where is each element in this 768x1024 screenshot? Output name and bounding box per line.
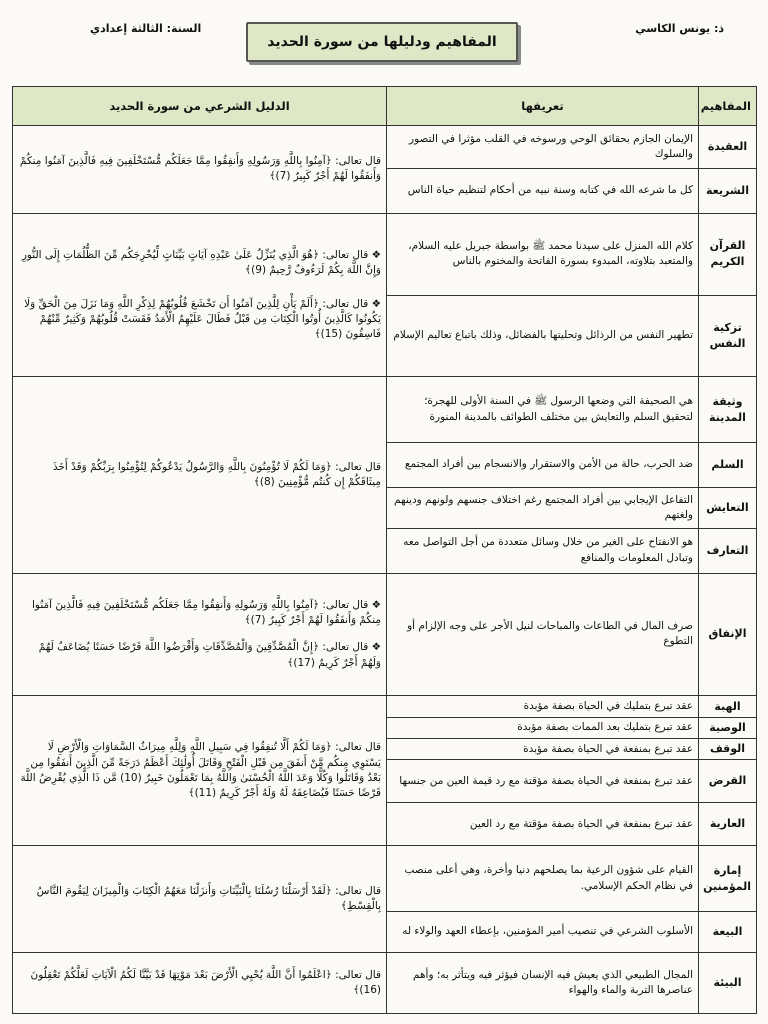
definition-cell: ضد الحرب، حالة من الأمن والاستقرار والانسجام بين أفراد المجتمع: [387, 442, 699, 487]
concept-cell: تزكية النفس: [699, 295, 757, 377]
page-title: المفاهيم ودليلها من سورة الحديد: [246, 22, 518, 62]
definition-cell: عقد تبرع بتمليك بعد الممات بصفة مؤبدة: [387, 717, 699, 738]
definition-cell: الإيمان الجازم بحقائق الوحي ورسوخه في القلب مؤثرا في التصور والسلوك: [387, 126, 699, 169]
concept-cell: الهبة: [699, 696, 757, 717]
table-row: [13, 213, 757, 295]
concept-cell: البيعة: [699, 911, 757, 952]
concept-cell: الإنفاق: [699, 573, 757, 696]
definition-cell: عقد تبرع بمنفعة في الحياة بصفة مؤقتة مع رد قيمة العين من جنسها: [387, 760, 699, 803]
concept-cell: وثيقة المدينة: [699, 377, 757, 442]
definition-cell: عقد تبرع بتمليك في الحياة بصفة مؤبدة: [387, 696, 699, 717]
definition-cell: كلام الله المنزل على سيدنا محمد ﷺ بواسطة جبريل عليه السلام، والمتعبد بتلاوته، المبدوء بسورة الفاتحة والمختوم بالناس: [387, 213, 699, 295]
concept-cell: البيئة: [699, 952, 757, 1013]
concept-cell: الشريعة: [699, 168, 757, 213]
evidence-cell: [13, 846, 387, 952]
verse-text: قال تعالى: ﴿آمِنُوا بِاللَّهِ وَرَسُولِهِ وَأَنفِقُوا مِمَّا جَعَلَكُم مُّسْتَخْلَفِينَ فِيهِ فَالَّذِينَ آمَنُوا مِنكُمْ وَأَنفَقُوا لَهُمْ أَجْرٌ كَبِيرٌ (7)﴾: [19, 155, 381, 183]
verse-text: قال تعالى: ﴿وَمَا لَكُمْ لَا تُؤْمِنُونَ بِاللَّهِ وَالرَّسُولُ يَدْعُوكُمْ لِتُؤْمِنُوا بِرَبِّكُمْ وَقَدْ أَخَذَ مِيثَاقَكُمْ إِن كُنتُم مُّؤْمِنِينَ (8)﴾: [52, 460, 381, 489]
concept-cell: الوصية: [699, 717, 757, 738]
concept-cell: العقيدة: [699, 126, 757, 169]
column-header-definition: تعريفها: [387, 87, 699, 126]
definition-cell: هو الانفتاح على الغير من خلال وسائل متعددة من أجل التواصل معه وتبادل المعلومات والمنافع: [387, 528, 699, 573]
concept-cell: القرض: [699, 760, 757, 803]
verse-text: ❖ قال تعالى: ﴿أَلَمْ يَأْنِ لِلَّذِينَ آمَنُوا أَن تَخْشَعَ قُلُوبُهُمْ لِذِكْرِ اللَّهِ وَمَا نَزَلَ مِنَ الْحَقِّ وَلَا يَكُونُوا كَالَّذِينَ أُوتُوا الْكِتَابَ مِن قَبْلُ فَطَالَ عَلَيْهِمُ الْأَمَدُ فَقَسَتْ قُلُوبُهُمْ وَكَثِيرٌ مِّنْهُمْ فَاسِقُونَ (15)﴾: [24, 297, 381, 340]
concept-cell: العارية: [699, 803, 757, 846]
verse-text: ❖ قال تعالى: ﴿آمِنُوا بِاللَّهِ وَرَسُولِهِ وَأَنفِقُوا مِمَّا جَعَلَكُم مُّسْتَخْلَفِينَ فِيهِ فَالَّذِينَ آمَنُوا مِنكُمْ وَأَنفَقُوا لَهُمْ أَجْرٌ كَبِيرٌ (7)﴾: [32, 599, 381, 627]
concept-cell: التعارف: [699, 528, 757, 573]
definition-cell: صرف المال في الطاعات والمباحات لنيل الأجر على وجه الإلزام أو التطوع: [387, 573, 699, 696]
page-header: [0, 0, 768, 78]
verse-text: قال تعالى: ﴿لَقَدْ أَرْسَلْنَا رُسُلَنَا بِالْبَيِّنَاتِ وَأَنزَلْنَا مَعَهُمُ الْكِتَابَ وَالْمِيزَانَ لِيَقُومَ النَّاسُ بِالْقِسْطِ﴾: [36, 884, 381, 912]
definition-cell: عقد تبرع بمنفعة في الحياة بصفة مؤبدة: [387, 739, 699, 760]
definition-cell: تطهير النفس من الرذائل وتحليتها بالفضائل، وذلك باتباع تعاليم الإسلام: [387, 295, 699, 377]
table-row: [13, 846, 757, 911]
concept-cell: القرآن الكريم: [699, 213, 757, 295]
evidence-cell: [13, 377, 387, 573]
column-header-evidence: الدليل الشرعي من سورة الحديد: [13, 87, 387, 126]
evidence-cell: [13, 696, 387, 846]
verse-text: ❖ قال تعالى: ﴿إِنَّ الْمُصَّدِّقِينَ وَالْمُصَّدِّقَاتِ وَأَقْرَضُوا اللَّهَ قَرْضًا حَسَنًا يُضَاعَفُ لَهُمْ وَلَهُمْ أَجْرٌ كَرِيمٌ (17)﴾: [38, 641, 381, 669]
table-row: [13, 573, 757, 696]
definition-cell: التفاعل الإيجابي بين أفراد المجتمع رغم اختلاف جنسهم ولونهم ودينهم ولغتهم: [387, 487, 699, 528]
concept-cell: السلم: [699, 442, 757, 487]
definition-cell: القيام على شؤون الرعية بما يصلحهم دنيا وأخرة، وهي أعلى منصب في نظام الحكم الإسلامي.: [387, 846, 699, 911]
table-row: [13, 696, 757, 717]
table-row: [13, 377, 757, 442]
evidence-cell: [13, 126, 387, 214]
verse-text: ❖ قال تعالى: ﴿هُوَ الَّذِي يُنَزِّلُ عَلَىٰ عَبْدِهِ آيَاتٍ بَيِّنَاتٍ لِّيُخْرِجَكُم مِّنَ الظُّلُمَاتِ إِلَى النُّورِ وَإِنَّ اللَّهَ بِكُمْ لَرَءُوفٌ رَّحِيمٌ (9)﴾: [21, 249, 381, 277]
evidence-cell: [13, 952, 387, 1013]
definition-cell: الأسلوب الشرعي في تنصيب أمير المؤمنين، بإعطاء العهد والولاء له: [387, 911, 699, 952]
table-header-row: [13, 87, 757, 126]
school-year: السنة: الثالثة إعدادي: [90, 22, 202, 35]
definition-cell: المجال الطبيعي الذي يعيش فيه الإنسان فيؤثر فيه ويتأثر به؛ وأهم عناصرها التربة والماء والهواء: [387, 952, 699, 1013]
evidence-cell: [13, 573, 387, 696]
column-header-concept: المفاهيم: [699, 87, 757, 126]
concept-cell: الوقف: [699, 739, 757, 760]
verse-text: قال تعالى: ﴿وَمَا لَكُمْ أَلَّا تُنفِقُوا فِي سَبِيلِ اللَّهِ وَلِلَّهِ مِيرَاثُ السَّمَاوَاتِ وَالْأَرْضِ لَا يَسْتَوِي مِنكُم مَّنْ أَنفَقَ مِن قَبْلِ الْفَتْحِ وَقَاتَلَ أُولَٰئِكَ أَعْظَمُ دَرَجَةً مِّنَ الَّذِينَ أَنفَقُوا مِن بَعْدُ وَقَاتَلُوا وَكُلًّا وَعَدَ اللَّهُ الْحُسْنَىٰ وَاللَّهُ بِمَا تَعْمَلُونَ خَبِيرٌ (10) مَّن ذَا الَّذِي يُقْرِضُ اللَّهَ قَرْضًا حَسَنًا فَيُضَاعِفَهُ لَهُ وَلَهُ أَجْرٌ كَرِيمٌ (11)﴾: [20, 741, 381, 799]
definition-cell: كل ما شرعه الله في كتابه وسنة نبيه من أحكام لتنظيم حياة الناس: [387, 168, 699, 213]
concept-cell: إمارة المؤمنين: [699, 846, 757, 911]
definition-cell: هي الصحيفة التي وضعها الرسول ﷺ في السنة الأولى للهجرة؛ لتحقيق السلم والتعايش بين مختلف الطوائف بالمدينة المنورة: [387, 377, 699, 442]
definition-cell: عقد تبرع بمنفعة في الحياة بصفة مؤقتة مع رد العين: [387, 803, 699, 846]
teacher-name: ذ: يونس الكاسي: [635, 22, 724, 35]
table-row: [13, 126, 757, 169]
verse-text: قال تعالى: ﴿اعْلَمُوا أَنَّ اللَّهَ يُحْيِي الْأَرْضَ بَعْدَ مَوْتِهَا قَدْ بَيَّنَّا لَكُمُ الْآيَاتِ لَعَلَّكُمْ تَعْقِلُونَ (16)﴾: [30, 968, 381, 996]
table-row: [13, 952, 757, 1013]
evidence-cell: [13, 213, 387, 377]
concepts-table: [12, 86, 757, 1014]
concept-cell: التعايش: [699, 487, 757, 528]
